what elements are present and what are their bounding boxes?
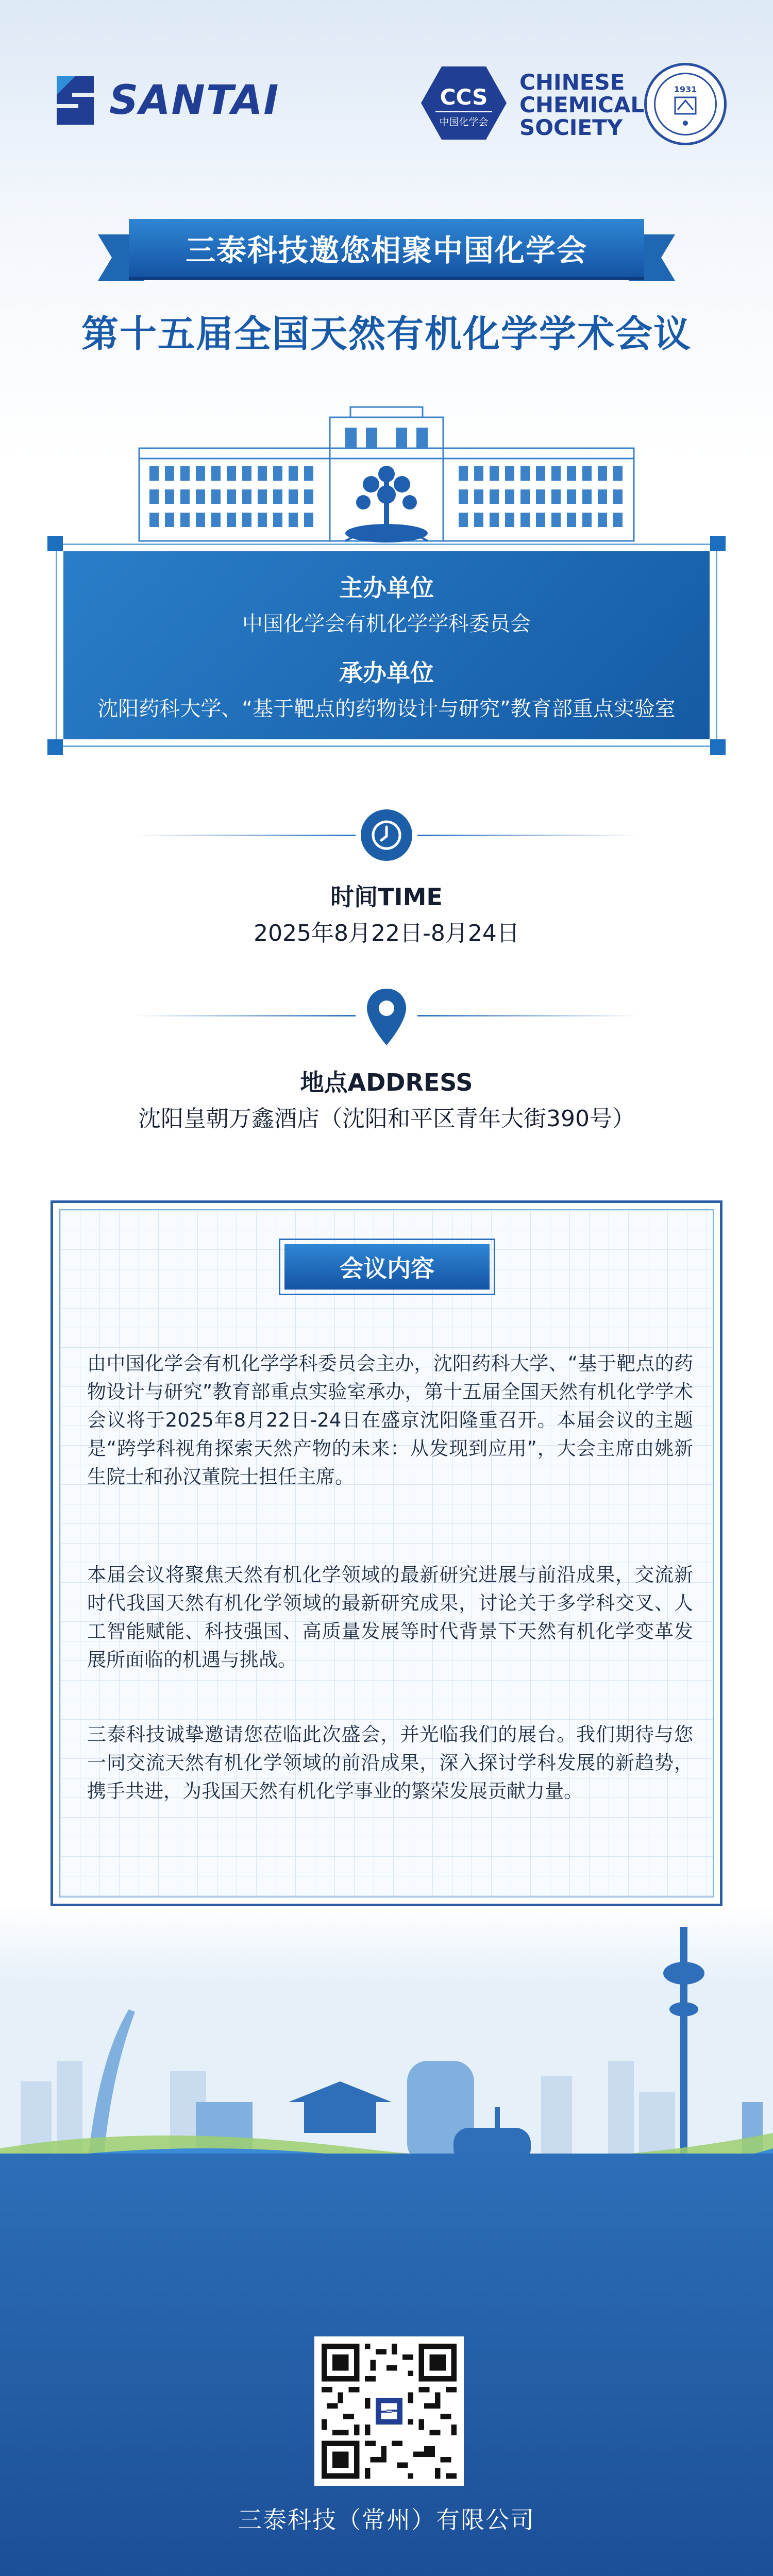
content-grid-area bbox=[59, 1209, 714, 1897]
society-line-2: CHEMICAL bbox=[519, 92, 645, 117]
address-value: 沈阳皇朝万鑫酒店（沈阳和平区青年大街390号） bbox=[138, 1106, 635, 1132]
santai-logo bbox=[52, 72, 279, 129]
society-seal-logo bbox=[644, 63, 727, 145]
clock-icon bbox=[361, 809, 412, 861]
time-value: 2025年8月22日-8月24日 bbox=[254, 920, 519, 946]
address-label: 地点ADDRESS bbox=[300, 1069, 473, 1096]
address-divider-left bbox=[134, 1015, 356, 1016]
content-title-box bbox=[279, 1239, 495, 1295]
invite-ribbon bbox=[98, 219, 675, 286]
ribbon-body bbox=[129, 219, 644, 277]
host-label: 主办单位 bbox=[339, 573, 434, 602]
location-pin-icon bbox=[364, 987, 409, 1048]
content-paragraph-2: 本届会议将聚焦天然有机化学领域的最新研究进展与前沿成果，交流新时代我国天然有机化学领域的最新研究成果，讨论关于多学科交叉、人工智能赋能、科技强国、高质量发展等时代背景下天然有机化学变革发展所面临的机遇与挑战。 bbox=[87, 1564, 693, 1671]
seal-year: 1931 bbox=[674, 84, 697, 94]
santai-s-icon bbox=[52, 72, 99, 129]
ccs-badge-subtext: 中国化学会 bbox=[439, 116, 489, 128]
co-organizer-label: 承办单位 bbox=[339, 658, 434, 687]
panel-corner-bottom-left bbox=[47, 739, 63, 755]
ccs-hexagon-badge bbox=[420, 64, 508, 142]
footer-company-name: 三泰科技（常州）有限公司 bbox=[238, 2506, 535, 2534]
university-building-illustration bbox=[129, 402, 644, 546]
content-title: 会议内容 bbox=[284, 1244, 490, 1290]
society-line-1: CHINESE bbox=[519, 70, 625, 95]
panel-corner-top-right bbox=[710, 536, 726, 551]
ccs-badge-text: CCS bbox=[440, 84, 488, 110]
qr-code-icon bbox=[322, 2344, 457, 2479]
brand-name: SANTAI bbox=[109, 77, 280, 124]
society-line-3: SOCIETY bbox=[519, 115, 623, 140]
content-paragraph-1: 由中国化学会有机化学学科委员会主办，沈阳药科大学、“基于靶点的药物设计与研究”教育部重点实验室承办，第十五届全国天然有机化学学术会议将于2025年8月22日-24日在盛京沈阳隆重召开。本届会议的主题是“跨学科视角探索天然产物的未来：从发现到应用”，大会主席由姚新生院士和孙汉董院士担任主席。 bbox=[87, 1352, 693, 1488]
panel-corner-top-left bbox=[47, 536, 63, 551]
society-name bbox=[519, 71, 644, 139]
organizer-panel-inner bbox=[63, 551, 710, 739]
content-paragraph-3: 三泰科技诚挚邀请您莅临此次盛会，并光临我们的展台。我们期待与您一同交流天然有机化学领域的前沿成果，深入探讨学科发展的新趋势，携手共进，为我国天然有机化学事业的繁荣发展贡献力量。 bbox=[87, 1723, 693, 1802]
seal-emblem-icon bbox=[647, 65, 724, 143]
organizer-panel bbox=[56, 544, 717, 747]
panel-corner-bottom-right bbox=[710, 739, 726, 755]
time-divider-left bbox=[134, 835, 356, 836]
time-divider-right bbox=[417, 835, 639, 836]
address-divider-right bbox=[417, 1015, 639, 1016]
qr-code[interactable] bbox=[314, 2336, 464, 2486]
invite-text: 三泰科技邀您相聚中国化学会 bbox=[185, 233, 587, 268]
conference-title: 第十五届全国天然有机化学学术会议 bbox=[81, 312, 692, 355]
conference-content-panel bbox=[51, 1200, 722, 1906]
co-organizer-value: 沈阳药科大学、“基于靶点的药物设计与研究”教育部重点实验室 bbox=[97, 697, 676, 721]
host-value: 中国化学会有机化学学科委员会 bbox=[242, 612, 531, 636]
time-label: 时间TIME bbox=[330, 883, 443, 911]
